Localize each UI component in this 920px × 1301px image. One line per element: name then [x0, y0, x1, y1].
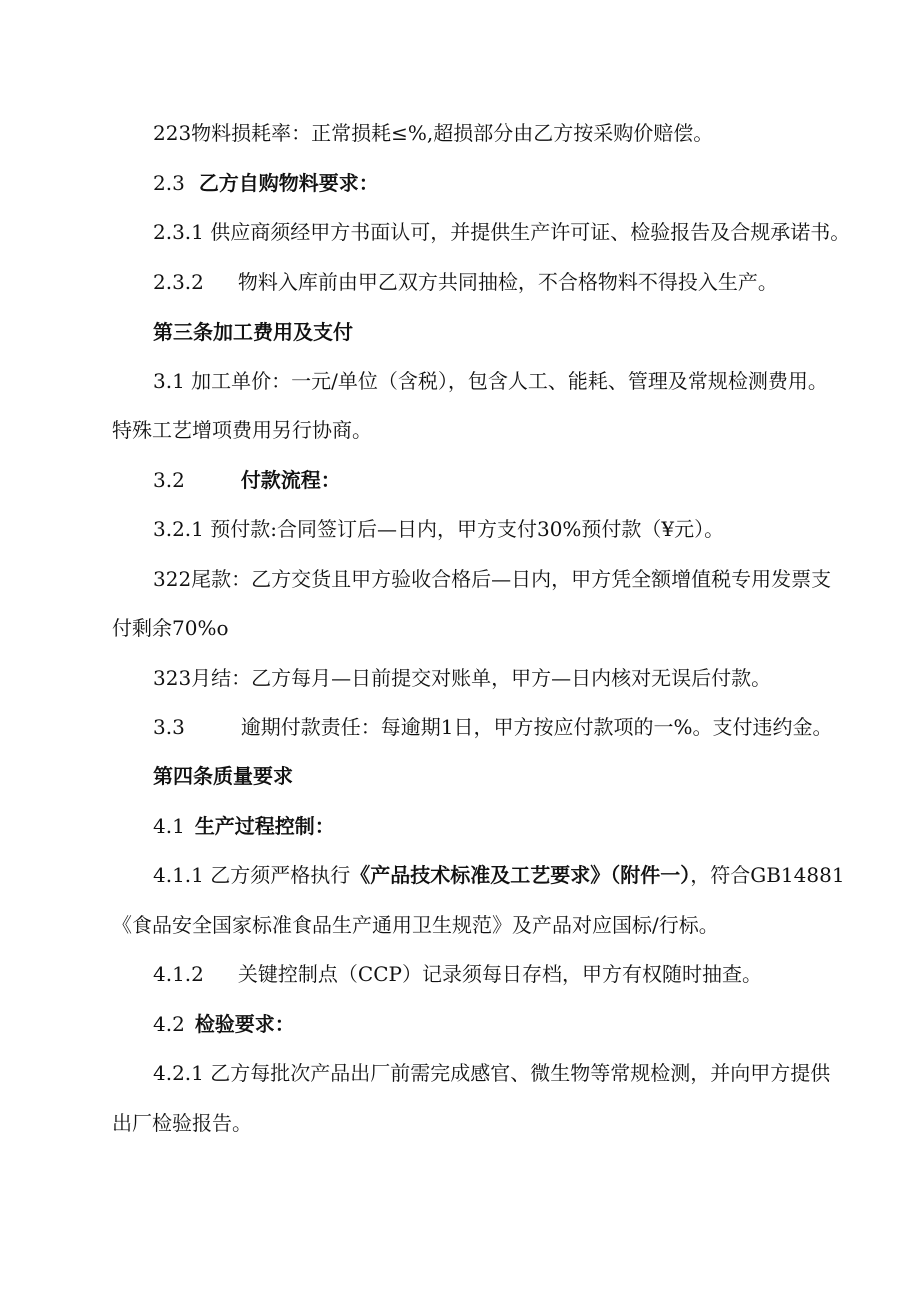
clause-4-2-1: 4.2.1 乙方每批次产品出厂前需完成感官、微生物等常规检测，并向甲方提供 [153, 1061, 831, 1085]
clause-2-3-1: 2.3.1 供应商须经甲方书面认可，并提供生产许可证、检验报告及合规承诺书。 [153, 220, 851, 244]
clause-text: 物料入库前由甲乙双方共同抽检，不合格物料不得投入生产。 [237, 270, 778, 294]
clause-number: 4.1 [153, 814, 185, 838]
clause-4-1-1-continued: 《食品安全国家标准食品生产通用卫生规范》及产品对应国标/行标。 [112, 913, 719, 937]
clause-4-2-1-continued: 出厂检验报告。 [112, 1111, 252, 1135]
article-4-heading: 第四条质量要求 [153, 764, 293, 788]
clause-text: 逾期付款责任：每逾期1日，甲方按应付款项的一%。支付违约金。 [240, 715, 833, 739]
clause-number: 4.2 [153, 1012, 185, 1036]
clause-title: 生产过程控制： [194, 814, 335, 838]
clause-3-2-2-continued: 付剩余70%o [112, 616, 229, 640]
clause-text: 4.1.1 乙方须严格执行 [153, 863, 351, 887]
clause-2-3-2 [153, 270, 778, 294]
clause-3-2-heading [153, 468, 341, 492]
clause-3-1-continued: 特殊工艺增项费用另行协商。 [112, 418, 372, 442]
clause-4-2-heading [153, 1012, 295, 1036]
clause-3-3 [153, 715, 833, 739]
annex-reference: 《产品技术标准及工艺要求》（附件一） [350, 863, 691, 887]
clause-3-1: 3.1 加工单价：一元/单位（含税），包含人工、能耗、管理及常规检测费用。 [153, 369, 828, 393]
clause-text: 关键控制点（CCP）记录须每日存档，甲方有权随时抽查。 [237, 962, 762, 986]
clause-3-2-3: 323月结：乙方每月—日前提交对账单，甲方—日内核对无误后付款。 [153, 666, 772, 690]
clause-number: 2.3 [153, 171, 185, 195]
clause-text: ，符合GB14881 [690, 863, 845, 887]
clause-3-2-1: 3.2.1 预付款:合同签订后—日内，甲方支付30%预付款（¥元）。 [153, 517, 725, 541]
clause-2-3-heading [153, 171, 379, 195]
clause-number: 3.2 [153, 468, 185, 492]
clause-3-2-2: 322尾款：乙方交货且甲方验收合格后—日内，甲方凭全额增值税专用发票支 [153, 567, 832, 591]
clause-title: 付款流程： [240, 468, 341, 492]
clause-title: 乙方自购物料要求： [198, 171, 379, 195]
clause-title: 检验要求： [194, 1012, 295, 1036]
clause-number: 3.3 [153, 715, 185, 739]
clause-4-1-heading [153, 814, 335, 838]
article-3-heading: 第三条加工费用及支付 [153, 320, 353, 344]
clause-number: 2.3.2 [153, 270, 204, 294]
clause-4-1-1 [153, 863, 845, 887]
clause-number: 4.1.2 [153, 962, 204, 986]
clause-2-2-3: 223物料损耗率：正常损耗≤%,超损部分由乙方按采购价赔偿。 [153, 121, 714, 145]
clause-4-1-2 [153, 962, 762, 986]
